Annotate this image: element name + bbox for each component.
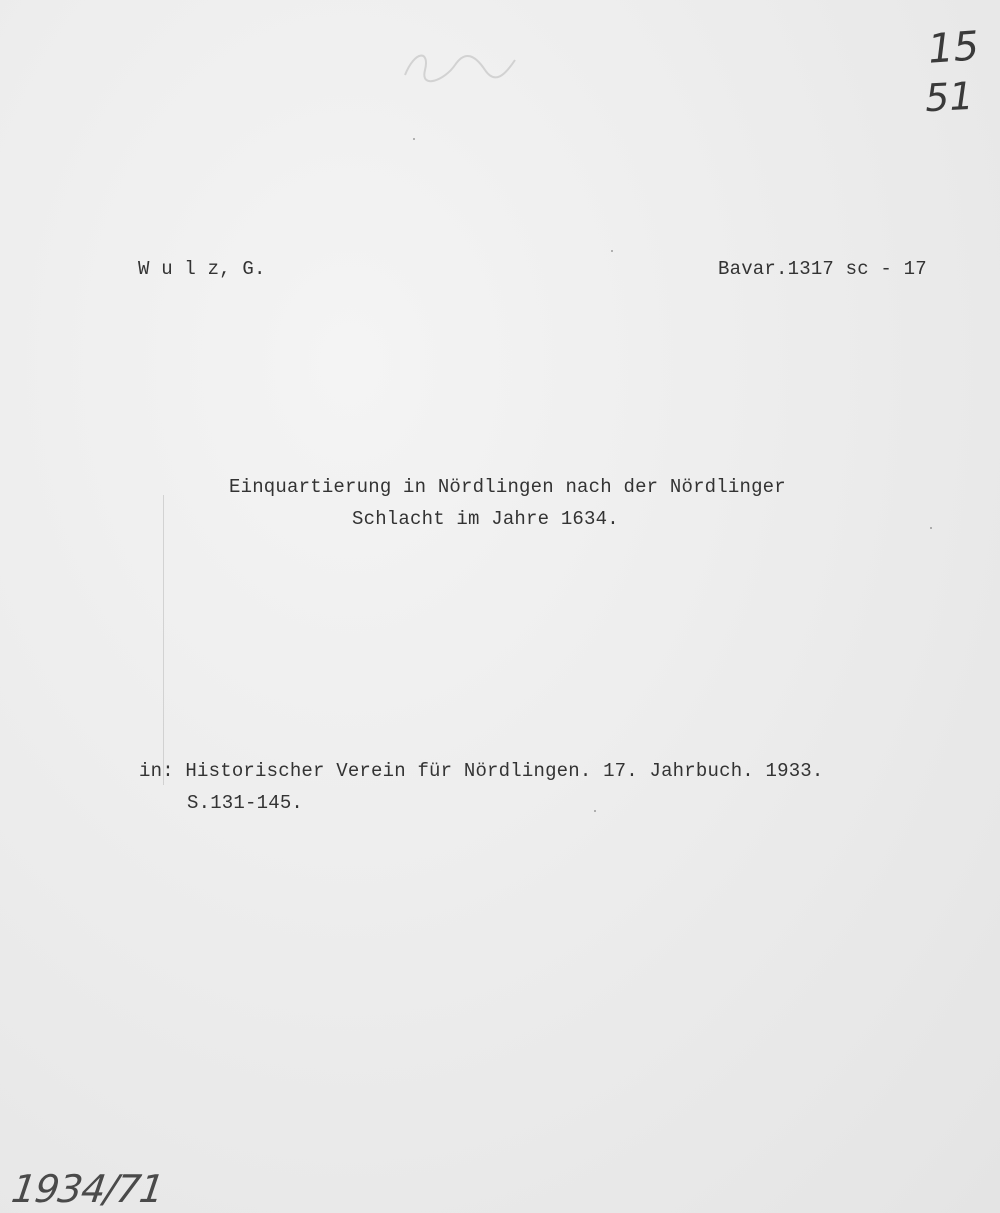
handwritten-accession-number: 1934/71 (8, 1167, 166, 1211)
margin-line (163, 495, 164, 785)
faint-pencil-scribble (400, 40, 520, 90)
source-line-2: S.131-145. (187, 792, 304, 814)
paper-speck (930, 527, 932, 529)
author-name: W u l z, G. (138, 258, 266, 280)
title-line-2: Schlacht im Jahre 1634. (352, 508, 619, 530)
paper-speck (413, 138, 415, 140)
source-line-1: in: Historischer Verein für Nördlingen. 17. Jahrbuch. 1933. (139, 760, 824, 782)
title-line-1: Einquartierung in Nördlingen nach der Nördlinger (229, 476, 786, 498)
handwritten-number-second: 51 (923, 73, 975, 121)
handwritten-number-top: 15 (926, 23, 981, 73)
paper-speck (594, 810, 596, 812)
paper-speck (611, 250, 613, 252)
shelf-mark: Bavar.1317 sc - 17 (718, 258, 927, 280)
